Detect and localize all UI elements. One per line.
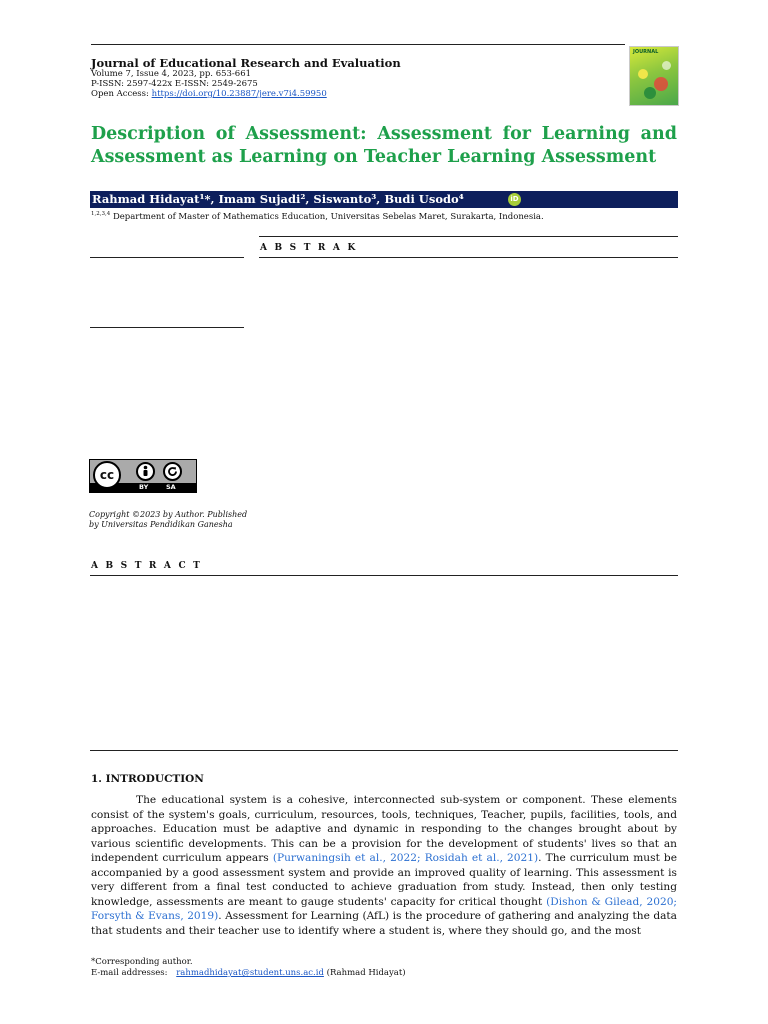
email-link[interactable]: rahmadhidayat@student.uns.ac.id	[176, 968, 324, 978]
attribution-icon	[136, 462, 155, 481]
title-line-2: Assessment as Learning on Teacher Learning Assessment	[91, 147, 657, 167]
abstrak-heading: A B S T R A K	[260, 243, 358, 253]
email-owner: (Rahmad Hidayat)	[323, 968, 406, 978]
issn-line: P-ISSN: 2597-422x E-ISSN: 2549-2675	[91, 79, 258, 89]
affiliation-superscript: 1,2,3,4	[91, 211, 111, 217]
introduction-heading: 1. INTRODUCTION	[91, 773, 204, 785]
open-access-line	[91, 89, 327, 99]
cc-icon: cc	[93, 461, 121, 489]
article-title	[91, 123, 677, 169]
journal-cover-image	[629, 46, 679, 106]
cover-decoration	[662, 61, 671, 70]
text-run: . The curriculum must be accompanied by a good assessment system and provide an improved quality of learning. This assessment is very different from a final test conducted to achieve graduation from study. Instead, then only testing knowledge, assessments are meant to gauge students' capacity for critical thought	[91, 852, 677, 908]
email-label: E-mail addresses:	[91, 968, 168, 978]
cover-title: JOURNAL	[633, 49, 659, 55]
introduction-body	[91, 793, 677, 938]
open-access-label: Open Access:	[91, 89, 152, 99]
abstract-bottom-rule	[90, 750, 678, 751]
journal-name: Journal of Educational Research and Evaluation	[91, 56, 401, 70]
text-run: The educational system is a cohesive, interconnected sub-system or component. These elements consist of the system's goals, curriculum, resources, tools, techniques, Teacher, pupils, facilities, tools, and approaches. Education must be adaptive and dynamic in responding to the changes brought about by various scientific developments. This can be a provision for the development of students' lives so that an independent curriculum appears	[91, 794, 677, 864]
abstrak-bottom-rule	[259, 257, 678, 258]
affiliation-text: Department of Master of Mathematics Education, Universitas Sebelas Maret, Surakarta, Indonesia.	[112, 211, 544, 222]
by-label: BY	[139, 483, 149, 491]
email-line	[91, 968, 406, 979]
header-rule	[91, 44, 625, 45]
author-list: Rahmad Hidayat¹*, Imam Sujadi², Siswanto³, Budi Usodo⁴	[92, 192, 464, 206]
sa-label: SA	[166, 483, 176, 491]
author-bar	[90, 191, 678, 208]
cc-license-badge[interactable]	[89, 459, 197, 493]
citation-link[interactable]: (Dishon & Gilead, 2020; Forsyth & Evans, 2019)	[91, 895, 678, 922]
info-top-rule	[90, 257, 244, 258]
volume-line: Volume 7, Issue 4, 2023, pp. 653-661	[91, 69, 252, 79]
abstrak-top-rule	[259, 236, 678, 237]
share-alike-icon	[163, 462, 182, 481]
copyright-notice: Copyright ©2023 by Author. Published by Universitas Pendidikan Ganesha	[89, 510, 248, 529]
citation-link[interactable]: (Purwaningsih et al., 2022; Rosidah et al., 2021)	[272, 852, 539, 864]
footnote	[91, 957, 406, 979]
doi-link[interactable]: https://doi.org/10.23887/jere.v7i4.59950	[151, 89, 327, 99]
text-run: . Assessment for Learning (AfL) is the procedure of gathering and analyzing the data that students and their teacher use to identify where a student is, where they should go, and the most	[91, 910, 677, 937]
abstract-heading: A B S T R A C T	[91, 561, 203, 571]
title-line-1: Description of Assessment: Assessment for Learning and	[91, 124, 677, 144]
info-bottom-rule	[90, 327, 244, 328]
introduction-paragraph	[91, 793, 677, 938]
orcid-icon[interactable]: iD	[508, 193, 521, 206]
cover-decoration	[644, 87, 656, 99]
cover-decoration	[654, 77, 668, 91]
corresponding-author-note: *Corresponding author.	[91, 957, 193, 967]
cover-decoration	[638, 69, 648, 79]
affiliation	[91, 211, 544, 222]
abstract-top-rule	[90, 575, 678, 576]
